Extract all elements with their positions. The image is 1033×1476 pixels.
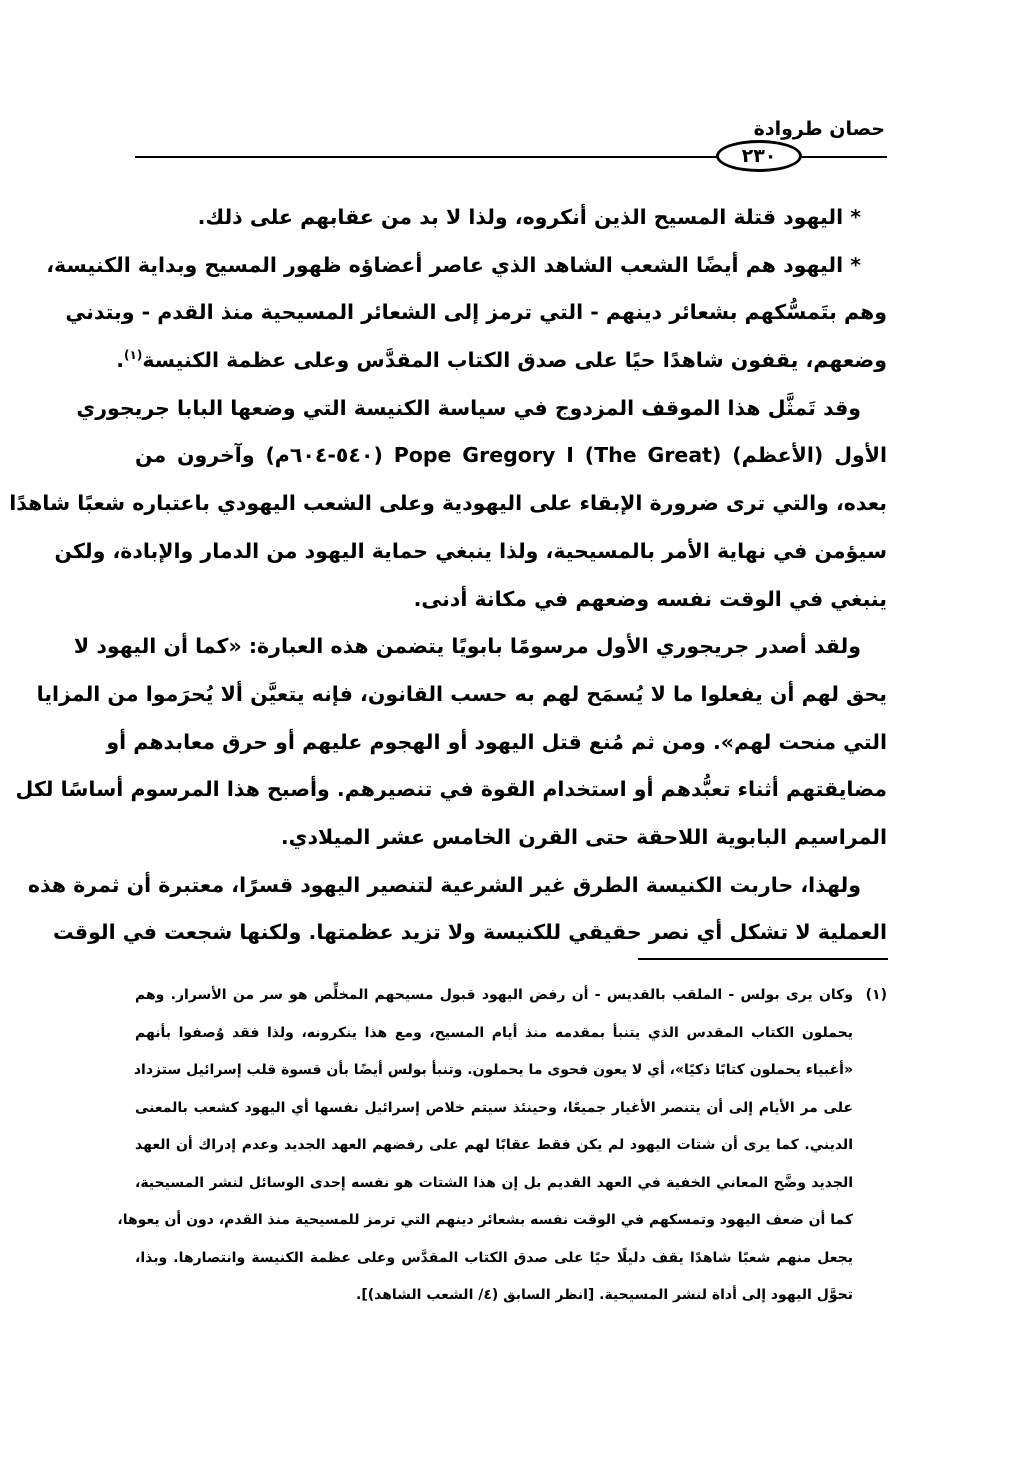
text-line [54,528,887,576]
text-line [15,766,887,814]
line-text: * اليهود قتلة المسيح الذين أنكروه، ولذا لا بد من عقابهم على ذلك. [197,205,861,229]
line-text: ينبغي في الوقت نفسه وضعهم في مكانة أدنى. [413,586,887,611]
footnote-text: الجديد وضَّح المعاني الخفية في العهد القديم بل إن هذا الشتات هو نفسه إحدى الوسائل لنشر المسيحية، [135,1174,853,1191]
footnote-text: وكان يرى بولس - الملقب بالقديس - أن رفض اليهود قبول مسيحهم المخلِّص هو سر من الأسرار. وهم [135,987,853,1003]
text-line [65,289,887,337]
text-line [9,480,887,528]
text-line [52,909,887,957]
line-text: ولقد أصدر جريجوري الأول مرسومًا بابويًا يتضمن هذه العبارة: «كما أن اليهود لا [73,634,861,659]
footnote-text: «أغبياء يحملون كتابًا ذكيًا»، أي لا يعون فحوى ما يحملون. وتنبأ بولس أيضًا بأن قسوة قلب إسرائيل ستزداد [133,1062,853,1078]
line-text: * اليهود هم أيضًا الشعب الشاهد الذي عاصر أعضاؤه ظهور المسيح وبداية الكنيسة، [46,252,861,277]
text-line [46,242,887,290]
text-line [76,385,887,433]
text-line [36,671,887,719]
footnote-line [135,1165,887,1203]
footnote-line [135,1015,887,1053]
line-text: ولهذا، حاربت الكنيسة الطرق غير الشرعية لتنصير اليهود قسرًا، معتبرة أن ثمرة هذه [27,872,861,897]
text-line [106,719,887,767]
text-line [135,194,887,242]
footnote-text: يجعل منهم شعبًا شاهدًا يقف دليلًا حيًا على صدق الكتاب المقدَّس وعلى عظمة الكنيسة وانتصارها. وبذا، [135,1249,853,1266]
text-line [27,862,887,910]
line-text: مضايقتهم أثناء تعبُّدهم أو استخدام القوة في تنصيرهم. وأصبح هذا المرسوم أساسًا لكل [15,777,887,802]
footnote-line [135,1240,887,1278]
line-text: التي منحت لهم». ومن ثم مُنع قتل اليهود أو الهجوم عليهم أو حرق معابدهم أو [106,729,887,754]
footnote-reference[interactable]: (١) [124,348,143,363]
line-text: سيؤمن في نهاية الأمر بالمسيحية، ولذا ينبغي حماية اليهود من الدمار والإبادة، ولكن [54,538,887,563]
footnote-text: يحملون الكتاب المقدس الذي يتنبأ بمقدمه منذ أيام المسيح، ومع هذا ينكرونه، ولذا فقد وُصفوا بأنهم [135,1024,853,1041]
footnotes [117,977,887,1315]
footnote-line [135,1052,887,1090]
footnote-line [135,977,887,1015]
line-tail: . [116,348,125,373]
text-line [135,432,887,480]
footnote-text: تحوَّل اليهود إلى أداة لنشر المسيحية. [انظر السابق (٤/ الشعب الشاهد)]. [356,1287,853,1303]
footnote-text: على مر الأيام إلى أن يتنصر الأغيار جميعًا، وحينئذ سيتم خلاص إسرائيل نفسها أي اليهود كشعب بالمعنى [135,1099,853,1116]
footnote-line [117,1202,887,1240]
text-line [135,814,887,862]
footnote-line [135,1127,887,1165]
line-text: وضعهم، يقفون شاهدًا حيًا على صدق الكتاب المقدَّس وعلى عظمة الكنيسة [142,348,887,373]
footnote-line [135,1090,887,1128]
footnote-text: الديني. كما يرى أن شتات اليهود لم يكن فقط عقابًا لهم على رفضهم العهد الجديد وعدم إدراك أن العهد [135,1137,853,1153]
text-line [73,623,887,671]
main-text [9,194,888,957]
line-text: العملية لا تشكل أي نصر حقيقي للكنيسة ولا تزيد عظمتها. ولكنها شجعت في الوقت [52,920,887,945]
line-text: وقد تَمثَّل هذا الموقف المزدوج في سياسة الكنيسة التي وضعها البابا جريجوري [76,395,861,420]
page-number: ٢٣٠ [716,140,802,172]
line-text: المراسيم البابوية اللاحقة حتى القرن الخامس عشر الميلادي. [280,824,887,849]
text-line [116,337,887,385]
footnote-rule [638,958,888,960]
text-line [135,576,887,624]
footnote-text: كما أن ضعف اليهود وتمسكهم في الوقت نفسه بشعائر دينهم التي ترمز للمسيحية منذ القدم، دون أن يعوها، [117,1212,853,1228]
line-text: يحق لهم أن يفعلوا ما لا يُسمَح لهم به حسب القانون، فإنه يتعيَّن ألا يُحرَموا من المزايا [36,681,887,706]
line-text: الأول (الأعظم) Pope Gregory I (The Great) (٥٤٠-٦٠٤م) وآخرون من [135,443,888,468]
footnote-line [135,1277,887,1315]
running-title: حصان طروادة [753,118,885,140]
line-text: وهم بتَمسُّكهم بشعائر دينهم - التي ترمز إلى الشعائر المسيحية منذ القدم - وبتدني [65,300,887,325]
footnote-marker: (١) [865,987,887,1003]
line-text: بعده، والتي ترى ضرورة الإبقاء على اليهودية وعلى الشعب اليهودي باعتباره شعبًا شاهدًا [9,491,887,516]
